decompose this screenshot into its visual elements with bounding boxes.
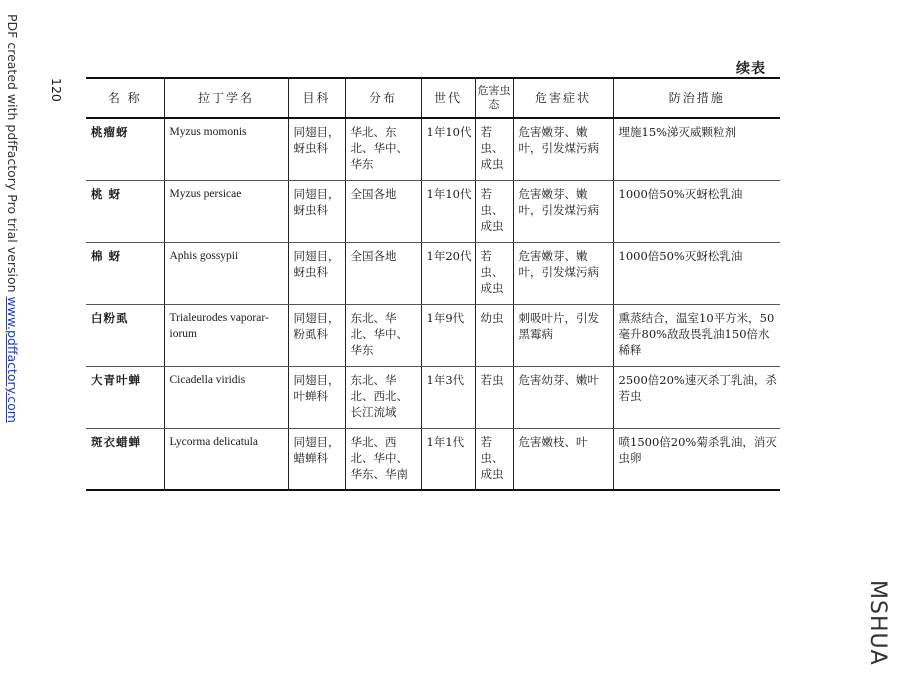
header-latin: 拉丁学名 — [164, 78, 288, 118]
cell-distribution: 华北、东北、华中、华东 — [345, 118, 421, 180]
cell-name: 桃瘤蚜 — [86, 118, 164, 180]
cell-symptom: 危害嫩枝、叶 — [513, 428, 613, 490]
table-row — [86, 428, 780, 490]
cell-symptom: 危害嫩芽、嫩叶，引发煤污病 — [513, 118, 613, 180]
cell-order: 同翅目，叶蝉科 — [288, 366, 345, 428]
cell-name: 桃 蚜 — [86, 180, 164, 242]
header-distribution: 分布 — [345, 78, 421, 118]
cell-control: 1000倍50%灭蚜松乳油 — [613, 242, 780, 304]
cell-latin: Aphis gossypii — [164, 242, 288, 304]
cell-symptom: 危害嫩芽、嫩叶，引发煤污病 — [513, 180, 613, 242]
pdffactory-link[interactable]: www.pdffactory.com — [5, 296, 20, 423]
table-row — [86, 118, 780, 180]
cell-distribution: 华北、西北、华中、华东、华南 — [345, 428, 421, 490]
cell-control: 熏蒸结合，温室10平方米，50毫升80%敌敌畏乳油150倍水稀释 — [613, 304, 780, 366]
cell-order: 同翅目，蚜虫科 — [288, 180, 345, 242]
cell-stage: 幼虫 — [475, 304, 513, 366]
cell-symptom: 危害幼芽、嫩叶 — [513, 366, 613, 428]
cell-latin: Trialeurodes vaporar-iorum — [164, 304, 288, 366]
cell-distribution: 东北、华北、华中、华东 — [345, 304, 421, 366]
page-number: 120 — [49, 78, 64, 102]
watermark: MSHUA — [865, 580, 890, 666]
cell-control: 喷1500倍20%菊杀乳油，消灭虫卵 — [613, 428, 780, 490]
cell-control: 1000倍50%灭蚜松乳油 — [613, 180, 780, 242]
pdf-creator-note — [4, 14, 24, 434]
cell-generation: 1年20代 — [421, 242, 475, 304]
cell-generation: 1年10代 — [421, 180, 475, 242]
cell-order: 同翅目，蜡蝉科 — [288, 428, 345, 490]
cell-stage: 若虫 — [475, 366, 513, 428]
continued-label: 续表 — [736, 61, 766, 77]
header-symptom: 危害症状 — [513, 78, 613, 118]
cell-generation: 1年9代 — [421, 304, 475, 366]
header-generation: 世代 — [421, 78, 475, 118]
header-control: 防治措施 — [613, 78, 780, 118]
cell-generation: 1年3代 — [421, 366, 475, 428]
cell-distribution: 全国各地 — [345, 242, 421, 304]
cell-control: 2500倍20%速灭杀丁乳油，杀若虫 — [613, 366, 780, 428]
cell-distribution: 全国各地 — [345, 180, 421, 242]
table-header-row — [86, 78, 780, 118]
header-order: 目科 — [288, 78, 345, 118]
table-row — [86, 242, 780, 304]
cell-name: 大青叶蝉 — [86, 366, 164, 428]
cell-symptom: 危害嫩芽、嫩叶，引发煤污病 — [513, 242, 613, 304]
header-stage: 危害虫态 — [475, 78, 513, 118]
cell-latin: Lycorma delicatula — [164, 428, 288, 490]
table-row — [86, 366, 780, 428]
cell-latin: Myzus persicae — [164, 180, 288, 242]
cell-stage: 若虫、成虫 — [475, 242, 513, 304]
pdf-creator-text: PDF created with pdfFactory Pro trial version — [5, 14, 20, 297]
pest-table — [86, 77, 780, 491]
cell-name: 白粉虱 — [86, 304, 164, 366]
cell-name: 斑衣蜡蝉 — [86, 428, 164, 490]
cell-order: 同翅目，蚜虫科 — [288, 118, 345, 180]
cell-order: 同翅目，粉虱科 — [288, 304, 345, 366]
cell-name: 棉 蚜 — [86, 242, 164, 304]
table-row — [86, 180, 780, 242]
cell-stage: 若虫、成虫 — [475, 180, 513, 242]
cell-symptom: 刺吸叶片，引发黑霉病 — [513, 304, 613, 366]
cell-stage: 若虫、成虫 — [475, 118, 513, 180]
table-row — [86, 304, 780, 366]
cell-order: 同翅目，蚜虫科 — [288, 242, 345, 304]
cell-generation: 1年1代 — [421, 428, 475, 490]
cell-latin: Cicadella viridis — [164, 366, 288, 428]
cell-control: 埋施15%涕灭威颗粒剂 — [613, 118, 780, 180]
cell-distribution: 东北、华北、西北、长江流域 — [345, 366, 421, 428]
cell-stage: 若虫、成虫 — [475, 428, 513, 490]
cell-generation: 1年10代 — [421, 118, 475, 180]
header-name: 名 称 — [86, 78, 164, 118]
cell-latin: Myzus momonis — [164, 118, 288, 180]
